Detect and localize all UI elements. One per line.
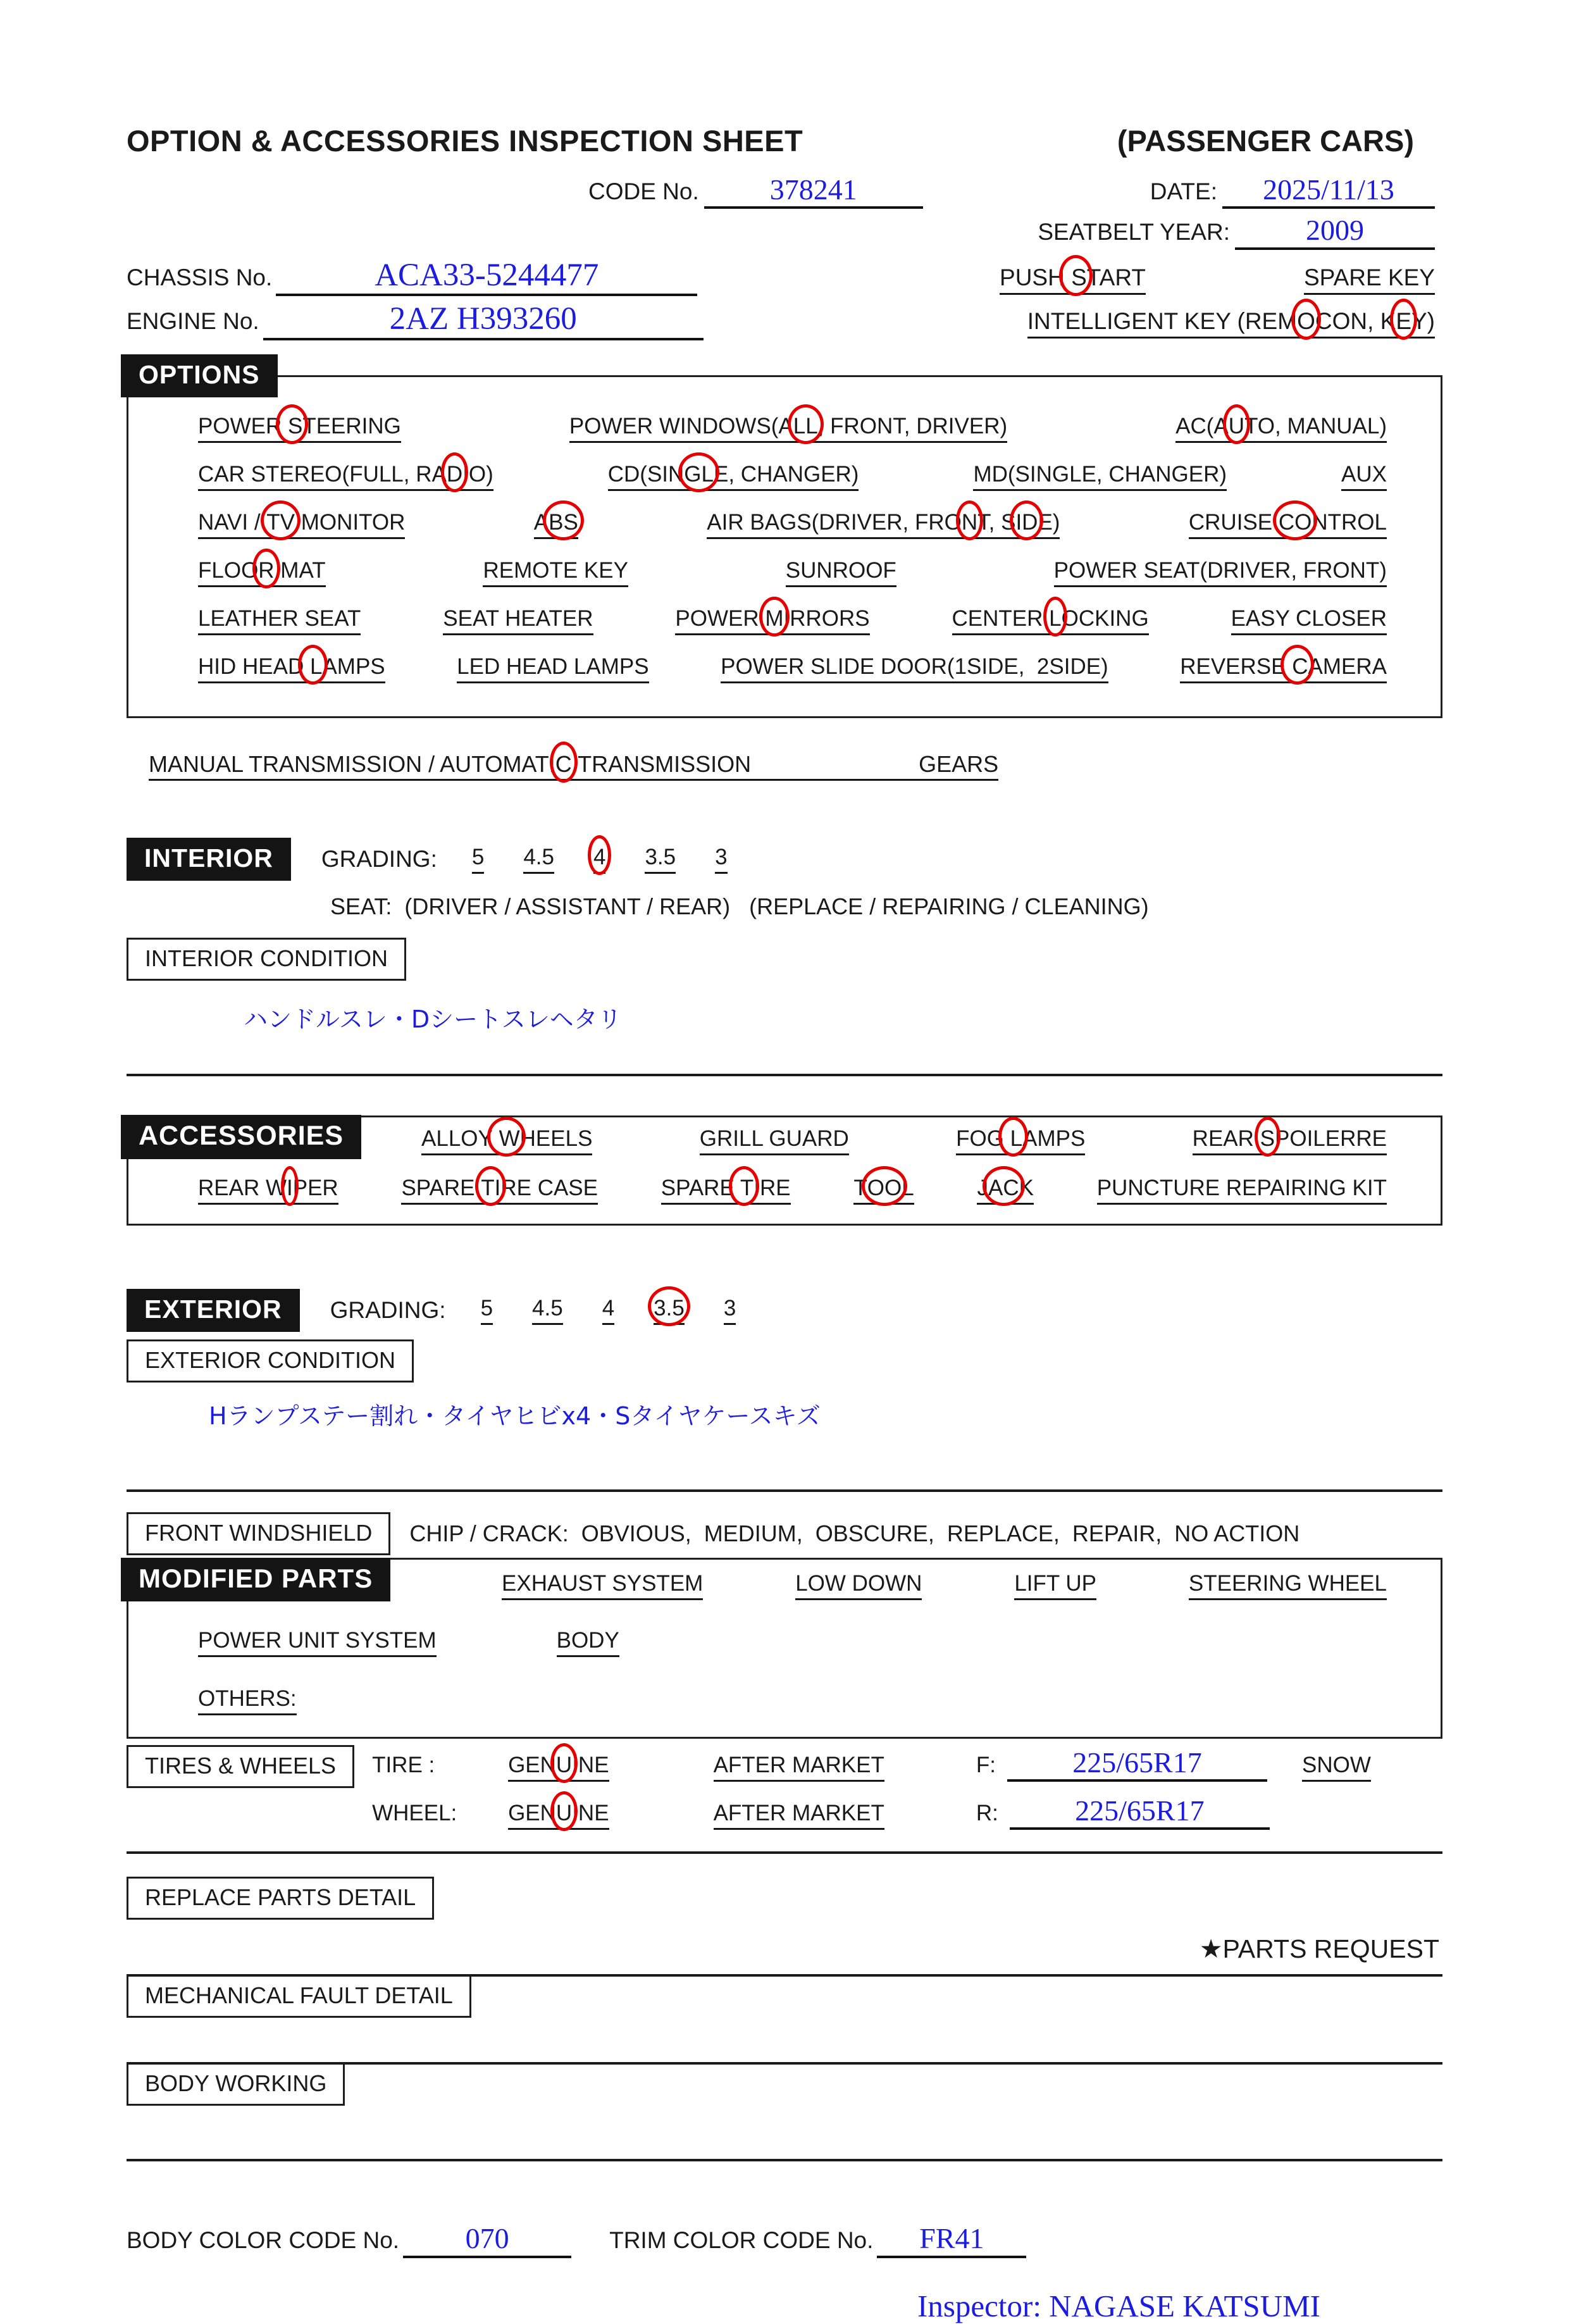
text-segment: CON, K <box>1315 308 1396 335</box>
engine-row <box>127 302 1442 340</box>
text-segment: POWER UNIT SYSTEM <box>198 1627 437 1653</box>
text-segment: SPARE <box>660 1175 735 1200</box>
red-circled-text: R <box>258 557 275 583</box>
exterior-grade-3 <box>724 1296 736 1325</box>
red-circled-text: S <box>1260 1126 1275 1151</box>
power-seat <box>1054 558 1387 587</box>
remote-key <box>483 558 628 587</box>
red-circled-text: M <box>765 606 784 631</box>
alloy-wheels <box>421 1126 592 1155</box>
interior-grading-label: GRADING: <box>321 845 437 872</box>
seatbelt-label: SEATBELT YEAR: <box>1038 219 1230 245</box>
text-segment: MD(SINGLE, CHANGER) <box>973 461 1227 487</box>
modified-row-1 <box>502 1571 1387 1600</box>
options-rows <box>198 414 1387 683</box>
floor-mat <box>198 558 326 587</box>
interior-grade-4 <box>593 845 605 874</box>
options-row-5 <box>198 606 1387 635</box>
text-segment: K <box>1019 1175 1034 1200</box>
exterior-grades <box>481 1296 776 1325</box>
tires-rows <box>372 1739 1371 1830</box>
red-circled-text: E <box>1396 308 1411 335</box>
red-circled-text: BS <box>549 509 578 535</box>
text-segment: L <box>902 1175 914 1200</box>
code-value: 378241 <box>769 173 857 206</box>
engine-label: ENGINE No. <box>127 308 259 335</box>
text-segment: 4.5 <box>532 1295 563 1320</box>
reverse-camera <box>1180 654 1387 683</box>
text-segment: TRANSMISSION <box>571 750 752 777</box>
options-row-4 <box>198 558 1387 587</box>
code-date-row <box>127 175 1442 209</box>
text-segment: CAR STEREO(FULL, RA <box>198 461 447 487</box>
text-segment: FOG <box>956 1126 1004 1151</box>
sunroof <box>786 558 896 587</box>
date-value: 2025/11/13 <box>1263 173 1394 206</box>
text-segment: CRUISE <box>1188 509 1279 535</box>
text-segment: PUNCTURE REPAIRING KIT <box>1096 1175 1387 1200</box>
front-size-label: F: <box>976 1752 996 1777</box>
others <box>198 1686 297 1715</box>
text-segment: INE <box>572 1800 609 1825</box>
text-segment: A <box>533 509 549 535</box>
mechanical-fault-detail-box: MECHANICAL FAULT DETAIL <box>127 1977 471 2018</box>
tool <box>853 1176 914 1205</box>
exterior-section-label: EXTERIOR <box>127 1289 300 1332</box>
spacer <box>127 2106 1442 2159</box>
red-circled-text: O <box>1297 308 1315 335</box>
body-color-line <box>403 2223 571 2258</box>
aux <box>1341 462 1387 491</box>
red-circled-text: N <box>961 509 978 535</box>
red-circled-text: S <box>1064 264 1087 290</box>
exterior-grade-4-5 <box>532 1296 563 1325</box>
text-segment: E, CHANGER) <box>714 461 859 487</box>
abs <box>534 510 578 539</box>
divider-6 <box>127 2159 1442 2161</box>
exterior-condition-row <box>127 1339 1442 1383</box>
spacer <box>127 2018 1442 2062</box>
text-segment: T, S <box>977 509 1016 535</box>
interior-grade-4-5 <box>523 845 554 874</box>
modified-parts-section <box>127 1558 1442 1739</box>
interior-grade-3 <box>715 845 727 874</box>
accessories-section-label: ACCESSORIES <box>121 1115 361 1159</box>
tire-label: TIRE : <box>372 1752 435 1777</box>
page-subtitle: (PASSENGER CARS) <box>1117 124 1414 158</box>
options-section <box>127 359 1442 718</box>
text-segment: AIR BAGS(DRIVER, FRO <box>707 509 962 535</box>
text-segment: LED HEAD LAMPS <box>457 654 649 679</box>
leather-seat <box>198 606 361 635</box>
red-circled-text: S <box>282 413 303 438</box>
interior-condition-box: INTERIOR CONDITION <box>127 938 406 981</box>
red-circled-text: L <box>1003 1126 1023 1151</box>
text-segment: AC(A <box>1175 413 1229 438</box>
text-segment: RE CASE <box>500 1175 598 1200</box>
text-segment: Y) <box>1411 308 1435 335</box>
text-segment: PER <box>292 1175 338 1200</box>
cruise-control <box>1189 510 1387 539</box>
seatbelt-value: 2009 <box>1306 214 1364 247</box>
text-segment: E) <box>1038 509 1060 535</box>
text-segment: EASY CLOSER <box>1231 606 1387 631</box>
text-segment: IRRORS <box>783 606 870 631</box>
text-segment: HID HEAD <box>198 654 304 679</box>
text-segment: SEAT HEATER <box>443 606 593 631</box>
modified-row-2 <box>198 1628 1387 1657</box>
exterior-grade-3-5 <box>654 1296 685 1325</box>
rear-spoiler <box>1193 1126 1387 1155</box>
engine-line <box>263 302 704 340</box>
red-circled-text: GL <box>684 461 714 487</box>
wheel-after-market: AFTER MARKET <box>714 1801 884 1830</box>
text-segment: INTELLIGENT KEY (REM <box>1027 308 1298 335</box>
body-color-value: 070 <box>465 2222 509 2255</box>
genuine <box>508 1801 609 1830</box>
text-segment: IRE <box>753 1175 791 1200</box>
text-segment: LOW DOWN <box>795 1570 922 1596</box>
text-segment: 3 <box>715 844 728 869</box>
power-slide-door <box>721 654 1108 683</box>
exterior-grade-5 <box>481 1296 493 1325</box>
text-segment: J <box>977 1175 988 1200</box>
red-circled-text: L <box>304 654 323 679</box>
text-segment: SUNROOF <box>785 557 896 583</box>
red-circled-text: U <box>1228 413 1245 438</box>
red-circled-text: ID <box>1015 509 1038 535</box>
text-segment: POWER <box>675 606 766 631</box>
red-circled-text: U <box>555 1752 573 1777</box>
text-segment: INE <box>572 1752 609 1777</box>
trim-color-label: TRIM COLOR CODE No. <box>609 2227 874 2254</box>
red-circled-text: TV <box>266 509 295 535</box>
text-segment: TEERING <box>302 413 401 438</box>
text-segment: ALLOY <box>421 1126 493 1151</box>
text-segment: MONITOR <box>295 509 406 535</box>
chassis-line <box>276 259 697 297</box>
text-segment: EXHAUST SYSTEM <box>502 1570 704 1596</box>
seatbelt-row <box>127 215 1442 249</box>
text-segment: POWER <box>198 413 282 438</box>
spare-tire <box>661 1176 791 1205</box>
divider-1 <box>127 1074 1442 1076</box>
modified-row-3 <box>198 1686 1387 1715</box>
replace-parts-detail-box: REPLACE PARTS DETAIL <box>127 1877 434 1920</box>
red-circled-text: TI <box>481 1175 501 1200</box>
color-codes-row <box>127 2223 1442 2258</box>
options-row-2 <box>198 462 1387 491</box>
red-circled-text: CO <box>1278 509 1312 535</box>
accessories-row-1 <box>128 1117 1387 1159</box>
code-label: CODE No. <box>588 178 699 204</box>
text-segment: 4 <box>602 1295 615 1320</box>
text-segment: AMPS <box>322 654 385 679</box>
text-segment: GEN <box>508 1800 556 1825</box>
text-segment: LEATHER SEAT <box>198 606 361 631</box>
text-segment: REVERSE <box>1180 654 1286 679</box>
puncture-repairing-kit <box>1097 1176 1387 1205</box>
tires-wheels-section <box>127 1739 1442 1830</box>
spare-key <box>1304 264 1435 295</box>
transmission-row <box>149 751 1442 778</box>
options-section-label: OPTIONS <box>121 354 278 397</box>
accessories-row-2 <box>128 1176 1387 1205</box>
red-circled-text: I <box>287 1175 293 1200</box>
text-segment: POILERRE <box>1275 1126 1387 1151</box>
text-segment: REAR W <box>198 1175 287 1200</box>
modified-parts-section-label: MODIFIED PARTS <box>121 1558 390 1601</box>
rear-size-line <box>1010 1796 1270 1830</box>
red-circled-text: C <box>555 750 572 777</box>
exterior-condition-note: Hランプステー割れ・タイヤヒビx4・Sタイヤケースキズ <box>209 1401 821 1430</box>
text-segment: CD(SIN <box>607 461 685 487</box>
text-segment: PUSH <box>1000 264 1065 290</box>
red-circled-text: U <box>555 1800 573 1825</box>
led-head-lamps <box>457 654 648 683</box>
ac <box>1175 414 1387 443</box>
lift-up <box>1014 1571 1096 1600</box>
text-segment: TART <box>1086 264 1146 290</box>
accessories-section <box>127 1115 1442 1226</box>
text-segment: POWER WINDOWS(A <box>569 413 793 438</box>
low-down <box>795 1571 922 1600</box>
exterior-grade-4 <box>602 1296 614 1325</box>
wheel-row <box>372 1796 1371 1830</box>
text-segment: MANUAL TRANSMISSION / AUTOMATI <box>149 750 555 777</box>
exhaust-system <box>502 1571 703 1600</box>
interior-grades <box>472 845 767 874</box>
power-windows <box>569 414 1007 443</box>
jack <box>977 1176 1033 1205</box>
red-circled-text: L <box>1049 606 1062 631</box>
text-segment: 3 <box>723 1295 736 1320</box>
easy-closer <box>1231 606 1387 635</box>
text-segment: 5 <box>480 1295 493 1320</box>
tire-row <box>372 1748 1371 1782</box>
text-segment: SPARE <box>401 1175 481 1200</box>
red-circled-text: LL <box>793 413 818 438</box>
text-segment: IO) <box>462 461 493 487</box>
parts-request-label: ★PARTS REQUEST <box>1199 1934 1439 1964</box>
text-segment: AUX <box>1341 461 1387 487</box>
red-circled-text: 4 <box>593 844 606 869</box>
chassis-value: ACA33-5244477 <box>375 257 599 293</box>
mechanical-fault-row <box>127 1977 1442 2018</box>
front-size-value: 225/65R17 <box>1072 1746 1202 1779</box>
interior-grade-3-5 <box>645 845 676 874</box>
text-segment: CENTER <box>952 606 1050 631</box>
power-steering <box>198 414 401 443</box>
text-segment: , FRONT, DRIVER) <box>817 413 1008 438</box>
interior-grade-5 <box>472 845 484 874</box>
seatbelt-line <box>1235 215 1435 249</box>
body-working-box: BODY WORKING <box>127 2065 345 2106</box>
car-stereo <box>198 462 493 491</box>
exterior-grading-row <box>127 1289 1442 1332</box>
options-row-6 <box>198 654 1387 683</box>
rear-wiper <box>198 1176 338 1205</box>
interior-section-label: INTERIOR <box>127 838 291 881</box>
exterior-condition-box: EXTERIOR CONDITION <box>127 1339 414 1383</box>
code-line <box>704 175 923 209</box>
push-start <box>1000 264 1146 295</box>
exterior-condition-note-row <box>209 1396 1442 1431</box>
text-segment: POWER SLIDE DOOR(1SIDE, 2SIDE) <box>721 654 1108 679</box>
text-segment: SPARE KEY <box>1303 264 1435 290</box>
body <box>557 1628 619 1657</box>
options-row-1 <box>198 414 1387 443</box>
text-segment: TO, MANUAL) <box>1244 413 1387 438</box>
inspector-name: Inspector: NAGASE KATSUMI <box>917 2288 1320 2323</box>
front-windshield-box: FRONT WINDSHIELD <box>127 1512 390 1555</box>
red-circled-text: OO <box>867 1175 902 1200</box>
text-segment: T <box>853 1175 867 1200</box>
tire-after-market: AFTER MARKET <box>714 1753 884 1782</box>
red-circled-text: 3.5 <box>654 1295 685 1320</box>
windshield-row <box>127 1512 1442 1555</box>
text-segment: GEN <box>508 1752 556 1777</box>
air-bags <box>707 510 1060 539</box>
power-unit-system <box>198 1628 437 1657</box>
text-segment: GEARS <box>919 750 999 777</box>
exterior-grading-label: GRADING: <box>330 1296 446 1323</box>
rear-size-label: R: <box>976 1800 998 1825</box>
text-segment: 3.5 <box>645 844 676 869</box>
page-title: OPTION & ACCESSORIES INSPECTION SHEET <box>127 124 803 158</box>
rear-size-value: 225/65R17 <box>1075 1794 1205 1827</box>
fog-lamps <box>956 1126 1085 1155</box>
text-segment: GRILL GUARD <box>699 1126 849 1151</box>
hid-head-lamps <box>198 654 385 683</box>
text-segment: AMERA <box>1308 654 1387 679</box>
header <box>127 123 1442 158</box>
text-segment: AMPS <box>1022 1126 1086 1151</box>
text-segment: OTHERS: <box>198 1686 297 1711</box>
date-line <box>1222 175 1435 209</box>
text-segment: NTROL <box>1312 509 1387 535</box>
intelligent-key <box>1027 308 1435 339</box>
date-label: DATE: <box>1150 178 1217 204</box>
transmission-line <box>149 751 998 781</box>
text-segment: BODY <box>556 1627 619 1653</box>
text-segment: REAR <box>1192 1126 1260 1151</box>
replace-parts-row <box>127 1877 1442 1920</box>
wheel-label: WHEEL: <box>372 1800 457 1825</box>
cd <box>608 462 859 491</box>
front-size-line <box>1007 1748 1267 1782</box>
text-segment: MAT <box>274 557 326 583</box>
trim-color-line <box>877 2223 1026 2258</box>
power-mirrors <box>675 606 869 635</box>
body-working-row <box>127 2065 1442 2106</box>
text-segment: 5 <box>471 844 485 869</box>
red-circled-text: C <box>1286 654 1308 679</box>
interior-condition-note-row <box>244 1000 1442 1035</box>
text-segment: NAVI / <box>198 509 267 535</box>
chassis-label: CHASSIS No. <box>127 264 273 290</box>
interior-grading-row <box>127 838 1442 881</box>
red-circled-text: W <box>492 1126 520 1151</box>
body-color-label: BODY COLOR CODE No. <box>127 2227 400 2254</box>
tires-wheels-box: TIRES & WHEELS <box>127 1745 354 1788</box>
inspector-row <box>917 2289 1442 2324</box>
seat-line: SEAT: (DRIVER / ASSISTANT / REAR) (REPLACE / REPAIRING / CLEANING) <box>330 893 1149 919</box>
snow-label: SNOW <box>1302 1753 1371 1782</box>
engine-value: 2AZ H393260 <box>389 301 577 337</box>
divider-2 <box>127 1489 1442 1492</box>
md <box>973 462 1227 491</box>
grill-guard <box>700 1126 849 1155</box>
text-segment: FLOO <box>198 557 259 583</box>
text-segment: STEERING WHEEL <box>1188 1570 1387 1596</box>
text-segment: HEELS <box>519 1126 593 1151</box>
text-segment: OCKING <box>1061 606 1149 631</box>
interior-condition-row <box>127 938 1442 981</box>
red-circled-text: D <box>446 461 463 487</box>
steering-wheel <box>1189 1571 1387 1600</box>
chassis-row <box>127 259 1442 297</box>
divider-3 <box>127 1851 1442 1854</box>
chip-crack-line: CHIP / CRACK: OBVIOUS, MEDIUM, OBSCURE, REPLACE, REPAIR, NO ACTION <box>409 1520 1300 1546</box>
center-locking <box>952 606 1149 635</box>
red-circled-text: AC <box>988 1175 1019 1200</box>
red-circled-text: T <box>734 1175 754 1200</box>
trim-color-value: FR41 <box>919 2222 984 2255</box>
seat-heater <box>443 606 593 635</box>
interior-condition-note: ハンドルスレ・Dシートスレヘタリ <box>244 1005 622 1033</box>
text-segment: 4.5 <box>523 844 554 869</box>
text-segment: REMOTE KEY <box>483 557 628 583</box>
text-segment: POWER SEAT(DRIVER, FRONT) <box>1053 557 1387 583</box>
options-row-3 <box>198 510 1387 539</box>
text-segment: LIFT UP <box>1014 1570 1097 1596</box>
genuine <box>508 1753 609 1782</box>
spare-tire-case <box>401 1176 598 1205</box>
navi-tv-monitor <box>198 510 405 539</box>
